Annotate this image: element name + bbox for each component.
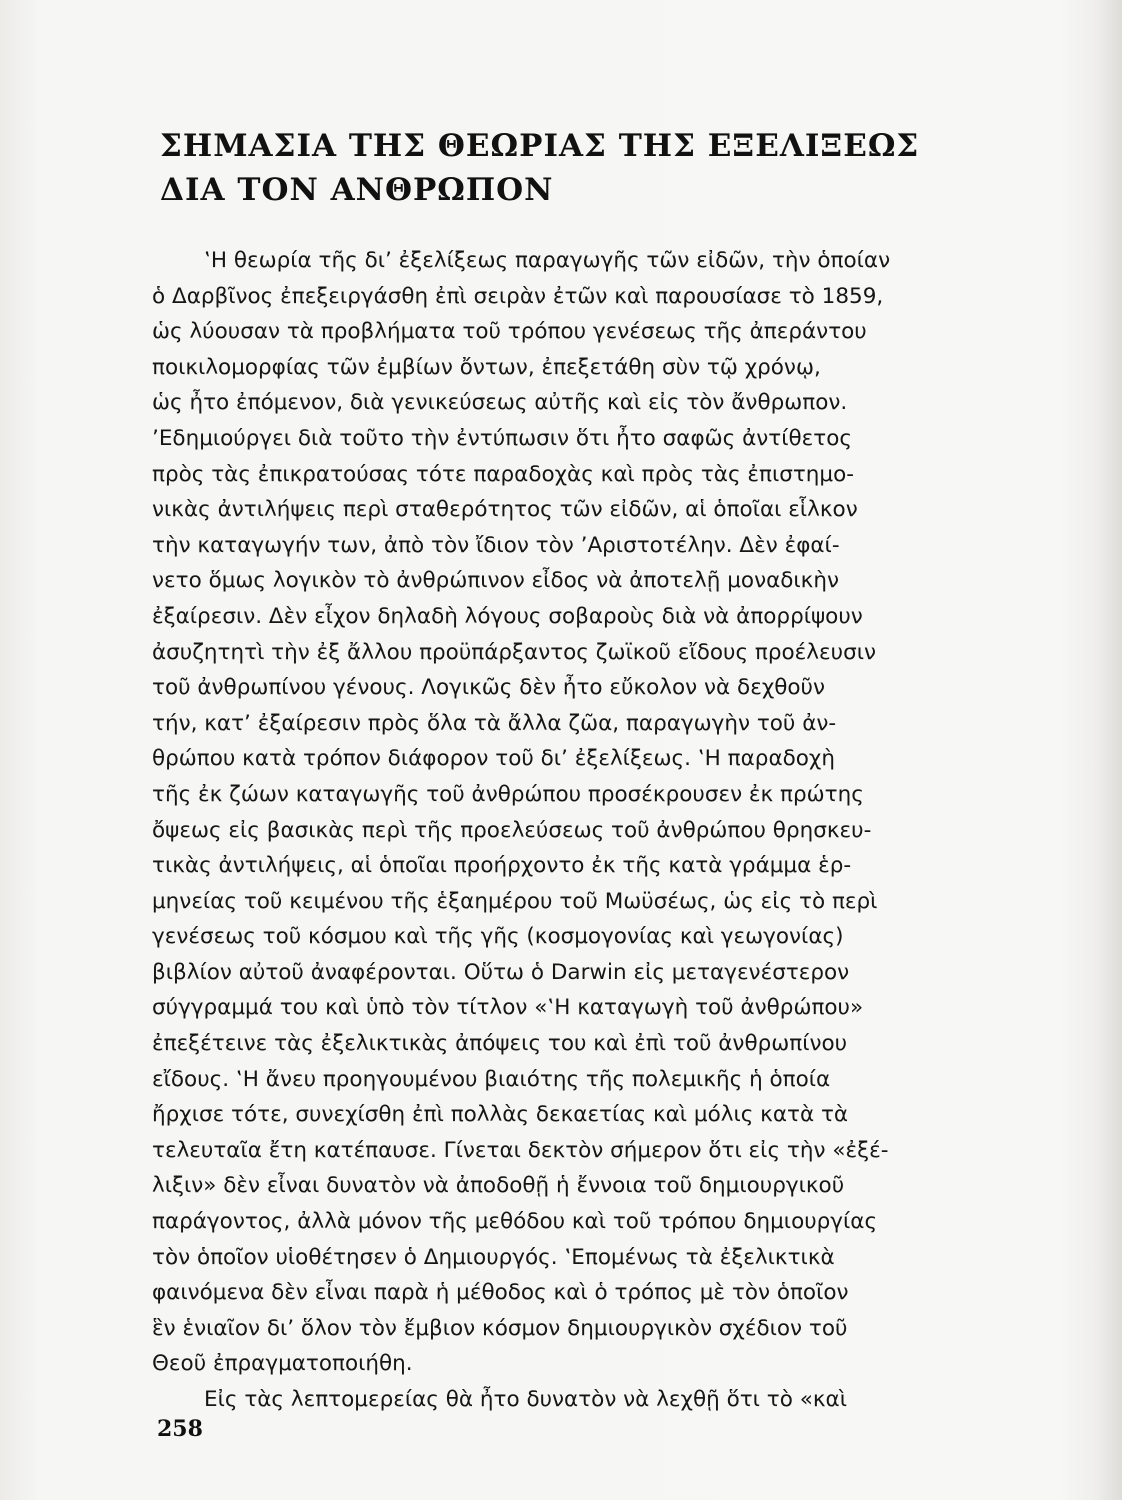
text-line: τὴν καταγωγήν των, ἀπὸ τὸν ἴδιον τὸν ’Αριστοτέλην. Δὲν ἐφαί- — [152, 532, 840, 558]
text-line: ὡς ἦτο ἐπόμενον, διὰ γενικεύσεως αὐτῆς καὶ εἰς τὸν ἄνθρωπον. — [152, 390, 848, 416]
text-line: τὸν ὁποῖον υἱοθέτησεν ὁ Δημιουργός. ‛Επομένως τὰ ἐξελικτικὰ — [152, 1244, 835, 1270]
text-line: ἐπεξέτεινε τὰς ἐξελικτικὰς ἀπόψεις του καὶ ἐπὶ τοῦ ἀνθρωπίνου — [152, 1031, 848, 1057]
page-edge-shadow — [1096, 0, 1122, 1500]
text-line: εἴδους. ‛Η ἄνευ προηγουμένου βιαιότης τῆς πολεμικῆς ἡ ὁποία — [152, 1066, 831, 1092]
body-text — [152, 243, 1052, 1418]
text-line: φαινόμενα δὲν εἶναι παρὰ ἡ μέθοδος καὶ ὁ τρόπος μὲ τὸν ὁποῖον — [152, 1280, 849, 1306]
text-line: γενέσεως τοῦ κόσμου καὶ τῆς γῆς (κοσμογονίας καὶ γεωγονίας) — [152, 924, 844, 950]
text-line: νετο ὅμως λογικὸν τὸ ἀνθρώπινον εἶδος νὰ ἀποτελῇ μοναδικὴν — [152, 568, 839, 594]
text-line: τοῦ ἀνθρωπίνου γένους. Λογικῶς δὲν ἦτο εὔκολον νὰ δεχθοῦν — [152, 675, 825, 701]
chapter-heading — [160, 124, 960, 212]
chapter-heading-line-1: ΣΗΜΑΣΙΑ ΤΗΣ ΘΕΩΡΙΑΣ ΤΗΣ ΕΞΕΛΙΞΕΩΣ — [160, 128, 920, 164]
text-line: σύγγραμμά του καὶ ὑπὸ τὸν τίτλον «‛Η καταγωγὴ τοῦ ἀνθρώπου» — [152, 995, 864, 1021]
text-line: ’Εδημιούργει διὰ τοῦτο τὴν ἐντύπωσιν ὅτι ἦτο σαφῶς ἀντίθετος — [152, 425, 852, 451]
text-line: τήν, κατ’ ἐξαίρεσιν πρὸς ὅλα τὰ ἄλλα ζῶα, παραγωγὴν τοῦ ἀν- — [152, 710, 837, 736]
text-line: τῆς ἐκ ζώων καταγωγῆς τοῦ ἀνθρώπου προσέκρουσεν ἐκ πρώτης — [152, 781, 864, 807]
text-line: λιξιν» δὲν εἶναι δυνατὸν νὰ ἀποδοθῇ ἡ ἔννοια τοῦ δημιουργικοῦ — [152, 1173, 845, 1199]
text-line: μηνείας τοῦ κειμένου τῆς ἑξαημέρου τοῦ Μωϋσέως, ὡς εἰς τὸ περὶ — [152, 888, 878, 914]
chapter-heading-line-2: ΔΙΑ ΤΟΝ ΑΝΘΡΩΠΟΝ — [160, 172, 554, 208]
text-line: τελευταῖα ἔτη κατέπαυσε. Γίνεται δεκτὸν σήμερον ὅτι εἰς τὴν «ἐξέ- — [152, 1137, 889, 1163]
text-line: ὄψεως εἰς βασικὰς περὶ τῆς προελεύσεως τοῦ ἀνθρώπου θρησκευ- — [152, 817, 872, 843]
text-line: πρὸς τὰς ἐπικρατούσας τότε παραδοχὰς καὶ πρὸς τὰς ἐπιστημο- — [152, 461, 855, 487]
text-line: ἀσυζητητὶ τὴν ἐξ ἄλλου προϋπάρξαντος ζωϊκοῦ εἴδους προέλευσιν — [152, 639, 876, 665]
text-line: παράγοντος, ἀλλὰ μόνον τῆς μεθόδου καὶ τοῦ τρόπου δημιουργίας — [152, 1209, 878, 1235]
text-line: ‛Η θεωρία τῆς δι’ ἐξελίξεως παραγωγῆς τῶν εἰδῶν, τὴν ὁποίαν — [204, 248, 891, 273]
text-line: βιβλίον αὐτοῦ ἀναφέρονται. Οὕτω ὁ Darwin εἰς μεταγενέστερον — [152, 959, 850, 985]
text-line: τικὰς ἀντιλήψεις, αἱ ὁποῖαι προήρχοντο ἐκ τῆς κατὰ γράμμα ἑρ- — [152, 853, 852, 879]
text-line: ἤρχισε τότε, συνεχίσθη ἐπὶ πολλὰς δεκαετίας καὶ μόλις κατὰ τὰ — [152, 1102, 849, 1128]
text-line: Εἰς τὰς λεπτομερείας θὰ ἦτο δυνατὸν νὰ λεχθῇ ὅτι τὸ «καὶ — [204, 1387, 847, 1412]
page-number: 258 — [157, 1416, 203, 1442]
text-line: ποικιλομορφίας τῶν ἐμβίων ὄντων, ἐπεξετάθη σὺν τῷ χρόνῳ, — [152, 354, 821, 380]
text-line: ἐξαίρεσιν. Δὲν εἶχον δηλαδὴ λόγους σοβαροὺς διὰ νὰ ἀπορρίψουν — [152, 603, 863, 629]
text-line: ἓν ἑνιαῖον δι’ ὅλον τὸν ἔμβιον κόσμον δημιουργικὸν σχέδιον τοῦ — [152, 1315, 848, 1341]
text-line: θρώπου κατὰ τρόπον διάφορον τοῦ δι’ ἐξελίξεως. ‛Η παραδοχὴ — [152, 746, 835, 772]
text-line: ὁ Δαρβῖνος ἐπεξειργάσθη ἐπὶ σειρὰν ἐτῶν καὶ παρουσίασε τὸ 1859, — [152, 283, 884, 309]
text-line: ὡς λύουσαν τὰ προβλήματα τοῦ τρόπου γενέσεως τῆς ἀπεράντου — [152, 319, 867, 345]
text-line: νικὰς ἀντιλήψεις περὶ σταθερότητος τῶν εἰδῶν, αἱ ὁποῖαι εἷλκον — [152, 497, 858, 523]
text-line: Θεοῦ ἐπραγματοποιήθη. — [152, 1351, 413, 1377]
